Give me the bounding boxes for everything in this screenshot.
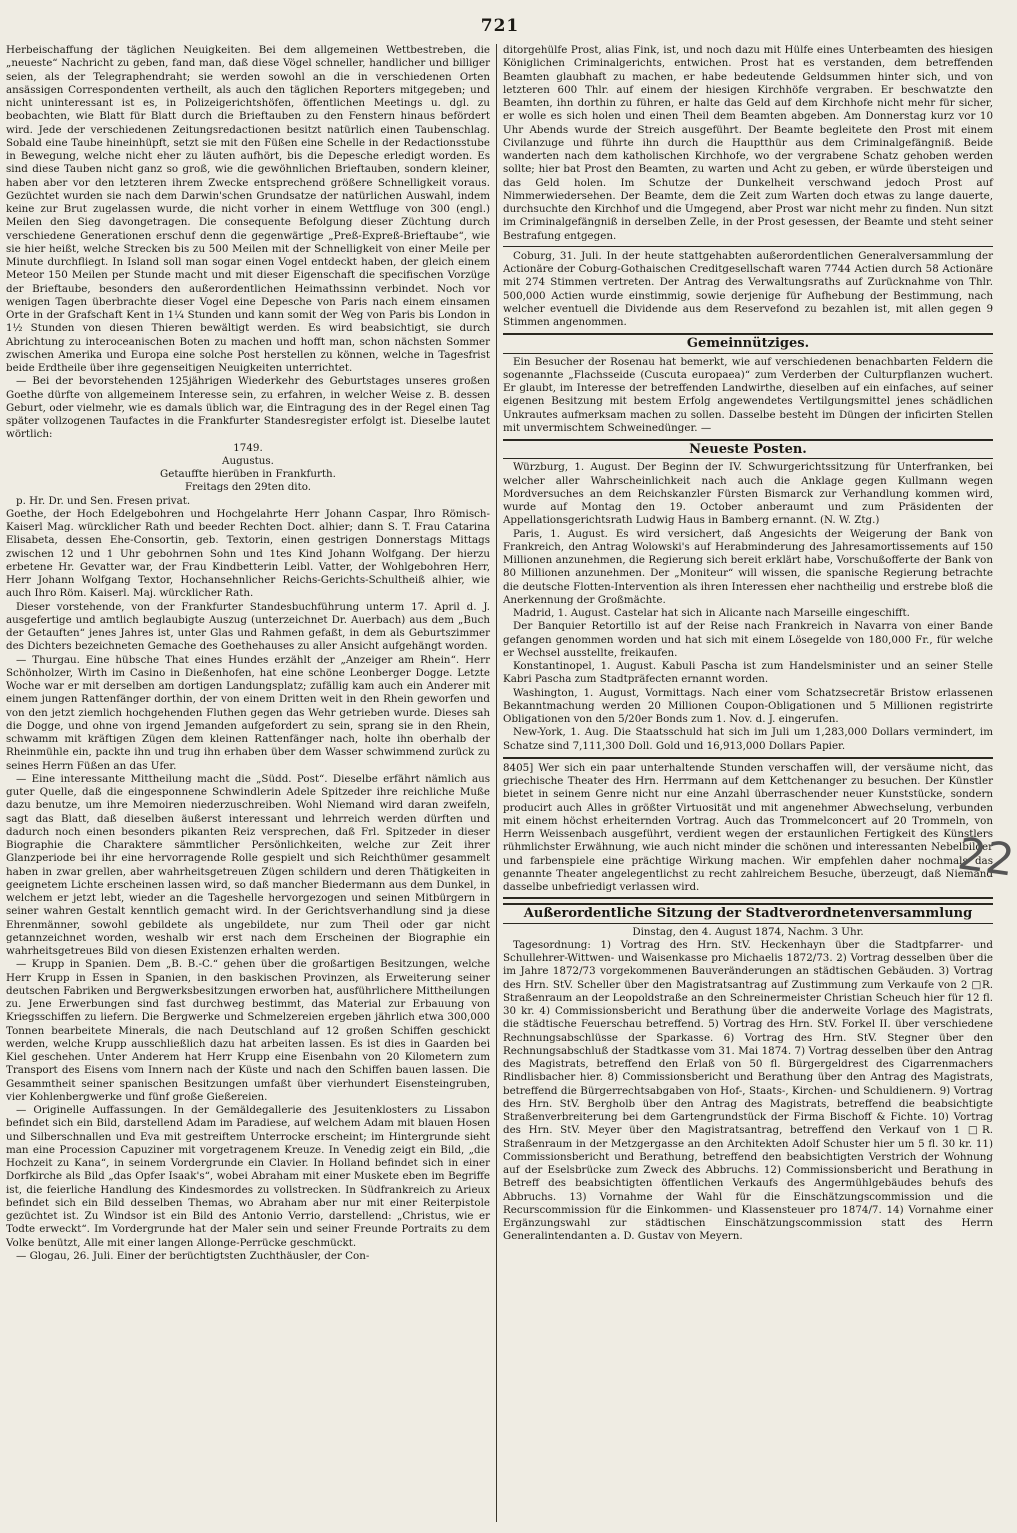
news-wuerzburg: Würzburg, 1. August. Der Beginn der IV. Schwurgerichtssitzung für Unterfranken, bei welcher aller Wahrscheinlichkeit nach auch die Anklage gegen Kullmann wegen Mordversuches an dem Reichskanzler Fürsten Bismarck zur Verhandlung kommen wird, wurde auf Montag den 19. October anberaumt und zum Präsidenten der Appellationsgerichtsrath Ludwig Haus in Bamberg ernannt. (N. W. Ztg.) <box>503 461 993 527</box>
column-divider <box>496 44 497 1522</box>
goethe-record-text: Goethe, der Hoch Edelgebohren und Hochgelahrte Herr Johann Caspar, Ihro Römisch-Kaiserl Mag. würcklicher Rath und beeder Rechten Doct. alhier; dann S. T. Frau Catarina Elisabeta, dessen Ehe-Consortin, geb. Textorin, einen gestrigen Donnerstags Mittags zwischen 12 und 1 Uhr gebohrnen Sohn und 1tes Kind Johann Wolfgang. Der hierzu erbetene Hr. Gevatter war, der Frau Kindbetterin Leibl. Vatter, der Wohlgebohren Herr, Herr Johann Wolfgang Textor, Hochansehnlicher Reichs-Gerichts-Schultheiß alhier, wie auch Ihro Röm. Kaiserl. Maj. würcklicher Rath. <box>6 507 490 600</box>
goethe-heading: Getauffte hierüben in Frankfurth. <box>160 468 336 480</box>
article-krupp: — Krupp in Spanien. Dem „B. B.-C.“ gehen über die großartigen Besitzungen, welche Herr Krupp in Essen in Spanien, in den baskischen Provinzen, als Erweiterung seiner deutschen Fabriken und Bergwerksbesitzungen erworben hat, ausführlichere Mittheilungen zu. Jene Erwerbungen sind fast durchweg bestimmt, das Material zur Erbauung von Kriegsschiffen zu liefern. Die Bergwerke und Schmelzereien ergeben jährlich etwa 300,000 Tonnen bearbeitete Minerals, die nach Deutschland auf 12 großen Schiffen geschickt werden, welche Krupp ausschließlich dazu hat arbeiten lassen. Es ist dies in Gaarden bei Kiel geschehen. Unter Anderem hat Herr Krupp eine Eisenbahn von 20 Kilometern zum Transport des Eisens vom Innern nach der Küste und nach den Schiffen bauen lassen. Die Gesammtheit seiner spanischen Besitzungen umfaßt über vierhundert Eisensteingruben, vier Kohlenbergwerke und fünf große Gießereien. <box>6 958 490 1103</box>
goethe-day: Freitags den 29ten dito. <box>184 481 312 494</box>
section-heading-gemeinnuetziges: Gemeinnütziges. <box>503 333 993 353</box>
section-heading-stadtverordneten: Außerordentliche Sitzung der Stadtverordnetenversammlung <box>503 903 993 923</box>
section-heading-neueste-posten: Neueste Posten. <box>503 439 993 459</box>
article-auffassungen: — Originelle Auffassungen. In der Gemäldegallerie des Jesuitenklosters zu Lissabon befindet sich ein Bild, darstellend Adam im Paradiese, auf welchem Adam mit blauen Hosen und Silberschnallen und Eva mit gestreiftem Unterrocke erscheint; im Hintergrunde sieht man eine Procession Capuziner mit vorgetragenem Kreuze. In Venedig zeigt ein Bild, „die Hochzeit zu Kana“, in seinem Vordergrunde ein Clavier. In Holland befindet sich in einer Dorfkirche als Bild „das Opfer Isaak's“, wobei Abraham mit einer Muskete eben im Begriffe ist, die feierliche Handlung des Kindesmordes zu vollstrecken. In Südfrankreich zu Arieux befindet sich ein Bild desselben Themas, wo Abraham aber nur mit einer Reiterpistole gezüchtet ist. Zu Windsor ist ein Bild des Antonio Verrio, darstellend: „Christus, wie er Todte erweckt“. Im Vordergrunde hat der Maler sein und seiner Freunde Portraits zu dem Volke benützt, Alle mit einer langen Allonge-Perrücke geschmückt. <box>6 1104 490 1249</box>
article-glogau-cont: ditorgehülfe Prost, alias Fink, ist, und noch dazu mit Hülfe eines Unterbeamten des hiesigen Königlichen Criminalgerichts, entwichen. Prost hat es verstanden, dem betreffenden Beamten glaubhaft zu machen, er habe bedeutende Geldsummen hinter sich, und von letzteren 600 Thlr. auf einem der hiesigen Kirchhöfe vergraben. Er beschwatzte den Beamten, ihn dorthin zu führen, er halte das Geld auf dem Kirchhofe nicht mehr für sicher, er wolle es sich holen und einen Theil dem Beamten abgeben. Am Donnerstag kurz vor 10 Uhr Abends wurde der Streich ausgeführt. Der Beamte begleitete den Prost mit einem Civilanzuge und führte ihn durch die Hauptthür aus dem Criminalgefängniß. Beide wanderten nach dem katholischen Kirchhofe, wo der vergrabene Schatz gehoben werden sollte; hier bat Prost den Beamten, zu warten und Acht zu geben, er würde übersteigen und das Geld holen. Im Schutze der Dunkelheit verschwand jedoch Prost auf Nimmerwiedersehen. Der Beamte, dem die Zeit zum Warten doch etwas zu lange dauerte, durchsuchte den Kirchhof und die Umgegend, aber Prost war nicht mehr zu finden. Nun sitzt im Criminalgefängniß in derselben Zelle, in der Prost gesessen, der Beamte und steht seiner Bestrafung entgegen. <box>503 44 993 242</box>
session-agenda: Tagesordnung: 1) Vortrag des Hrn. StV. Heckenhayn über die Stadtpfarrer- und Schullehrer-Wittwen- und Waisenkasse pro Michaelis 1872/73. 2) Vortrag desselben über die im Jahre 1872/73 vorgekommenen Bauveränderungen an städtischen Gebäuden. 3) Vortrag des Hrn. StV. Scheller über den Magistratsantrag auf Zustimmung zum Verkaufe von 2 □R. Straßenraum an der Leopoldstraße an den Schreinermeister Christian Scheuch hier für 12 fl. 30 kr. 4) Commissionsbericht und Berathung über die anderweite Vorlage des Magistrats, die städtische Feuerschau betreffend. 5) Vortrag des Hrn. StV. Forkel II. über verschiedene Rechnungsabschlüsse der Sparkasse. 6) Vortrag des Hrn. StV. Stegner über den Rechnungsabschluß der Stadtkasse vom 31. Mai 1874. 7) Vortrag desselben über den Antrag des Magistrats, betreffend den Erlaß von 50 fl. Bürgergeldrest des Cigarrenmachers Rindlisbacher hier. 8) Commissionsbericht und Berathung über den Antrag des Magistrats, betreffend die Bürgerrechtsabgaben von Hof-, Staats-, Kirchen- und Schuldienern. 9) Vortrag des Hrn. StV. Bergholb über den Antrag des Magistrats, betreffend die beabsichtigte Straßenverbreiterung bei dem Gartengrundstück der Firma Bischoff & Fichte. 10) Vortrag des Hrn. StV. Meyer über den Magistratsantrag, betreffend den Verkauf von 1 □R. Straßenraum in der Metzgergasse an den Architekten Adolf Schuster hier um 5 fl. 30 kr. 11) Commissionsbericht und Berathung, betreffend den beabsichtigten Verstrich der Wohnung auf der Eselsbrücke zum Zweck des Abbruchs. 12) Commissionsbericht und Berathung in Betreff des beabsichtigten öffentlichen Verkaufs des Angermühlgebäudes behufs des Abbruchs. 13) Vornahme der Wahl für die Einschätzungscommission und die Recurscommission für die Einkommen- und Klassensteuer pro 1874/7. 14) Vornahme einer Ergänzungswahl zur städtischen Einschätzungscommission statt des Herrn Generalintendanten a. D. Gustav von Meyern. <box>503 938 993 1243</box>
article-coburg: Coburg, 31. Juli. In der heute stattgehabten außerordentlichen Generalversammlung der Actionäre der Coburg-Gothaischen Creditgesellschaft waren 7744 Actien durch 58 Actionäre mit 274 Stimmen vertreten. Der Antrag des Verwaltungsraths auf Zurücknahme von Thlr. 500,000 Actien wurde einstimmig, sowie derjenige für Aufhebung der Bestimmung, nach welcher eventuell die Dividende aus dem Reservefond zu bezahlen ist, mit allen gegen 9 Stimmen angenommen. <box>503 249 993 328</box>
article-thurgau: — Thurgau. Eine hübsche That eines Hundes erzählt der „Anzeiger am Rhein“. Herr Schönholzer, Wirth im Casino in Dießenhofen, hat eine schöne Leonberger Dogge. Letzte Woche war er mit derselben am dortigen Landungsplatz; zufällig kam auch ein Anderer mit einem jungen Rattenfänger dorthin, der von einem Dritten weit in den Rhein geworfen und von den jetzt ziemlich hochgehenden Fluthen gegen das Wehr getrieben wurde. Dieses sah die Dogge, und ohne von irgend Jemanden aufgefordert zu sein, sprang sie in den Rhein, schwamm mit kräftigen Zügen dem kleinen Rattenfänger nach, holte ihn oberhalb der Rheinmühle ein, packte ihn und trug ihn erhaben über dem Wasser schwimmend zurück zu seines Herrn Füßen an das Ufer. <box>6 653 490 772</box>
news-konstantinopel: Konstantinopel, 1. August. Kabuli Pascha ist zum Handelsminister und an seiner Stelle Kabri Pascha zum Stadtpräfecten ernannt worden. <box>503 660 993 686</box>
news-banquier: Der Banquier Retortillo ist auf der Reise nach Frankreich in Navarra von einer Bande gefangen genommen worden und hat sich mit einem Lösegelde von 180,000 Fr., für welche er Wechsel ausstellte, freikaufen. <box>503 620 993 659</box>
news-newyork: New-York, 1. Aug. Die Staatsschuld hat sich im Juli um 1,283,000 Dollars vermindert, im Schatze sind 7,111,300 Doll. Gold und 16,913,000 Dollars Papier. <box>503 726 993 752</box>
article-gemeinnuetziges: Ein Besucher der Rosenau hat bemerkt, wie auf verschiedenen benachbarten Feldern die sogenannte „Flachsseide (Cuscuta europaea)“ zum Verderben der Culturpflanzen wuchert. Er glaubt, im Interesse der betreffenden Landwirthe, dieselben auf ein einfaches, auf seiner eigenen Besitzung mit bestem Erfolg angewendetes Vertilgungsmittel jenes schädlichen Unkrautes aufmerksam machen zu sollen. Dasselbe besteht im Düngen der inficirten Stellen mit unvermischtem Schweinedünger. — <box>503 355 993 434</box>
session-date: Dinstag, den 4. August 1874, Nachm. 3 Uhr. <box>632 925 864 938</box>
article-brieftauben: Herbeischaffung der täglichen Neuigkeiten. Bei dem allgemeinen Wettbestreben, die „neueste“ Nachricht zu geben, fand man, daß diese Vögel schneller, handlicher und billiger seien, als der Telegraphendraht; sie werden sowohl an die in verschiedenen Orten ansässigen Correspondenten vertheilt, als auch den täglichen Reporters mitgegeben; und nicht uninteressant ist es, in Polizeigerichtshöfen, öffentlichen Meetings u. dgl. zu beobachten, wie Blatt für Blatt durch die Brieftauben zu den Fenstern hinaus befördert wird. Jede der verschiedenen Zeitungsredactionen besitzt natürlich einen Taubenschlag. Sobald eine Taube hineinhüpft, setzt sie mit den Füßen eine Schelle in der Redactionsstube in Bewegung, welche nicht eher zu läuten aufhört, bis die Depesche erledigt worden. Es sind diese Tauben nicht ganz so groß, wie die gewöhnlichen Brieftauben, sondern kleiner, haben aber vor den letzteren ihrem Zwecke entsprechend größere Schnelligkeit voraus. Gezüchtet wurden sie nach dem Darwin'schen Grundsatze der natürlichen Auswahl, indem keine zur Brut zugelassen wurde, die nicht vorher in einem Wettfluge von 300 (engl.) Meilen den Sieg davongetragen. Die consequente Befolgung dieser Züchtung durch verschiedene Generationen erschuf denn die gegenwärtige „Preß-Expreß-Brieftaube“, wie sie hier heißt, welche Strecken bis zu 500 Meilen mit der Schnelligkeit von einer Meile per Minute durchfliegt. In Island soll man sogar einen Vogel entdeckt haben, der gleich einem Meteor 150 Meilen per Stunde macht und mit dieser Eigenschaft die specifischen Vorzüge der Brieftaube, besonders den außerordentlichen Heimathssinn verbindet. Noch vor wenigen Tagen überbrachte dieser Vogel eine Depesche von Paris nach einem einsamen Orte in der Grafschaft Kent in 1¼ Stunden und kann somit der Weg von Paris bis London in 1½ Stunden von diesen Thieren bewältigt werden. Es wird beabsichtigt, sie durch Abrichtung zu interoceanischen Boten zu machen und hofft man, schon nächsten Sommer zwischen Amerika und Europa eine solche Post herstellen zu können, welche in Tagesfrist beide Erdtheile über ihre gegenseitigen Neuigkeiten unterrichtet. <box>6 44 490 374</box>
right-column <box>503 44 993 1522</box>
news-paris: Paris, 1. August. Es wird versichert, daß Angesichts der Weigerung der Bank von Frankreich, den Antrag Wolowski's auf Herabminderung des Jahresamortissements auf 150 Millionen anzunehmen, die Regierung sich bereit erklärt habe, Vorschußofferte der Bank von 80 Millionen anzunehmen. Der „Moniteur“ will wissen, die spanische Regierung betrachte die deutsche Flotten-Intervention als ihren Interessen eher nachtheilig und erstrebe bloß die Anerkennung der Großmächte. <box>503 527 993 606</box>
news-washington: Washington, 1. August, Vormittags. Nach einer vom Schatzsecretär Bristow erlassenen Bekanntmachung werden 20 Millionen Coupon-Obligationen und 5 Millionen registrirte Obligationen von den 5/20er Bonds zum 1. Nov. d. J. eingerufen. <box>503 686 993 725</box>
article-goethe-intro: — Bei der bevorstehenden 125jährigen Wiederkehr des Geburtstages unseres großen Goethe dürfte von allgemeinem Interesse sein, zu erfahren, in welcher Weise z. B. dessen Geburt, oder vielmehr, wie es damals üblich war, die Eintragung des in der Regel einen Tag später vollzogenen Taufactes in die Frankfurter Standesregister erfolgt ist. Dieselbe lautet wörtlich: <box>6 375 490 441</box>
news-madrid: Madrid, 1. August. Castelar hat sich in Alicante nach Marseille eingeschifft. <box>513 607 910 619</box>
advertisement-text: 8405] Wer sich ein paar unterhaltende Stunden verschaffen will, der versäume nicht, das griechische Theater des Hrn. Herrmann auf dem Kettchenanger zu besuchen. Der Künstler bietet in seinem Genre nicht nur eine Anzahl überraschender neuer Kunststücke, sondern producirt auch Alles in größter Virtuosität und mit angenehmer Abwechselung, verbunden mit einem höchst erheiternden Vortrag. Auch das Trommelconcert auf 20 Trommeln, von Herrn Weissenbach ausgeführt, verdient wegen der erstaunlichen Fertigkeit des Künstlers rühmlichster Erwähnung, wie auch nicht minder die schönen und interessanten Nebelbilder und farbenspiele eine prächtige Wirkung machen. Wir empfehlen daher nochmals das genannte Theater angelegentlichst zu recht zahlreichem Besuche, überzeugt, daß Niemand dasselbe unbefriedigt verlassen wird. <box>503 761 993 893</box>
article-goethe-outro: Dieser vorstehende, von der Frankfurter Standesbuchführung unterm 17. April d. J. ausgefertige und amtlich beglaubigte Auszug (unterzeichnet Dr. Auerbach) aus dem „Buch der Getauften“ jenes Jahres ist, unter Glas und Rahmen gefaßt, in dem als Geburtszimmer des Dichters bezeichneten Gemache des Goethehauses zu aller Ansicht aufgehängt worden. <box>6 600 490 653</box>
page-number: 721 <box>480 16 520 36</box>
article-glogau: — Glogau, 26. Juli. Einer der berüchtigtsten Zuchthäusler, der Con- <box>16 1249 370 1262</box>
left-column <box>6 44 490 1522</box>
article-spitzeder: — Eine interessante Mittheilung macht die „Südd. Post“. Dieselbe erfährt nämlich aus guter Quelle, daß die eingesponnene Schwindlerin Adele Spitzeder ihre reichliche Muße dazu benutze, um ihre Memoiren niederzuschreiben. Wohl Niemand wird daran zweifeln, sagt das Blatt, daß dieselben äußerst interessant und lehrreich werden dürften und dadurch noch einen besonders pikanten Reiz versprechen, daß Frl. Spitzeder in dieser Biographie die Charaktere sämmtlicher Persönlichkeiten, welche zur Zeit ihrer Glanzperiode bei ihr eine hervorragende Rolle gespielt und sich Reichthümer gesammelt haben in zwar grellen, aber wahrheitsgetreuen Zügen schildern und deren Thätigkeiten in geeignetem Lichte erscheinen lassen wird, so daß mancher Biedermann aus dem Dunkel, in welchem er jetzt lebt, wieder an die Tageshelle hervorgezogen und seinen Mitbürgern in seiner wahren Gestalt kenntlich gemacht wird. In der Gerichtsverhandlung sind ja diese Ehrenmänner, sowohl gebildete als ungebildete, nur zum Theil oder gar nicht getannzeichnet worden, weshalb wir erst nach dem Erscheinen der Biographie ein wahrheitsgetreues Bild von diesen Existenzen erhalten werden. <box>6 772 490 957</box>
goethe-officiant: p. Hr. Dr. und Sen. Fresen privat. <box>16 494 191 507</box>
divider <box>503 246 993 247</box>
goethe-month: Augustus. <box>222 454 274 467</box>
goethe-year: 1749. <box>233 441 263 454</box>
advertisement-8405 <box>503 757 993 900</box>
handwritten-margin-note: 22 <box>954 828 1017 887</box>
